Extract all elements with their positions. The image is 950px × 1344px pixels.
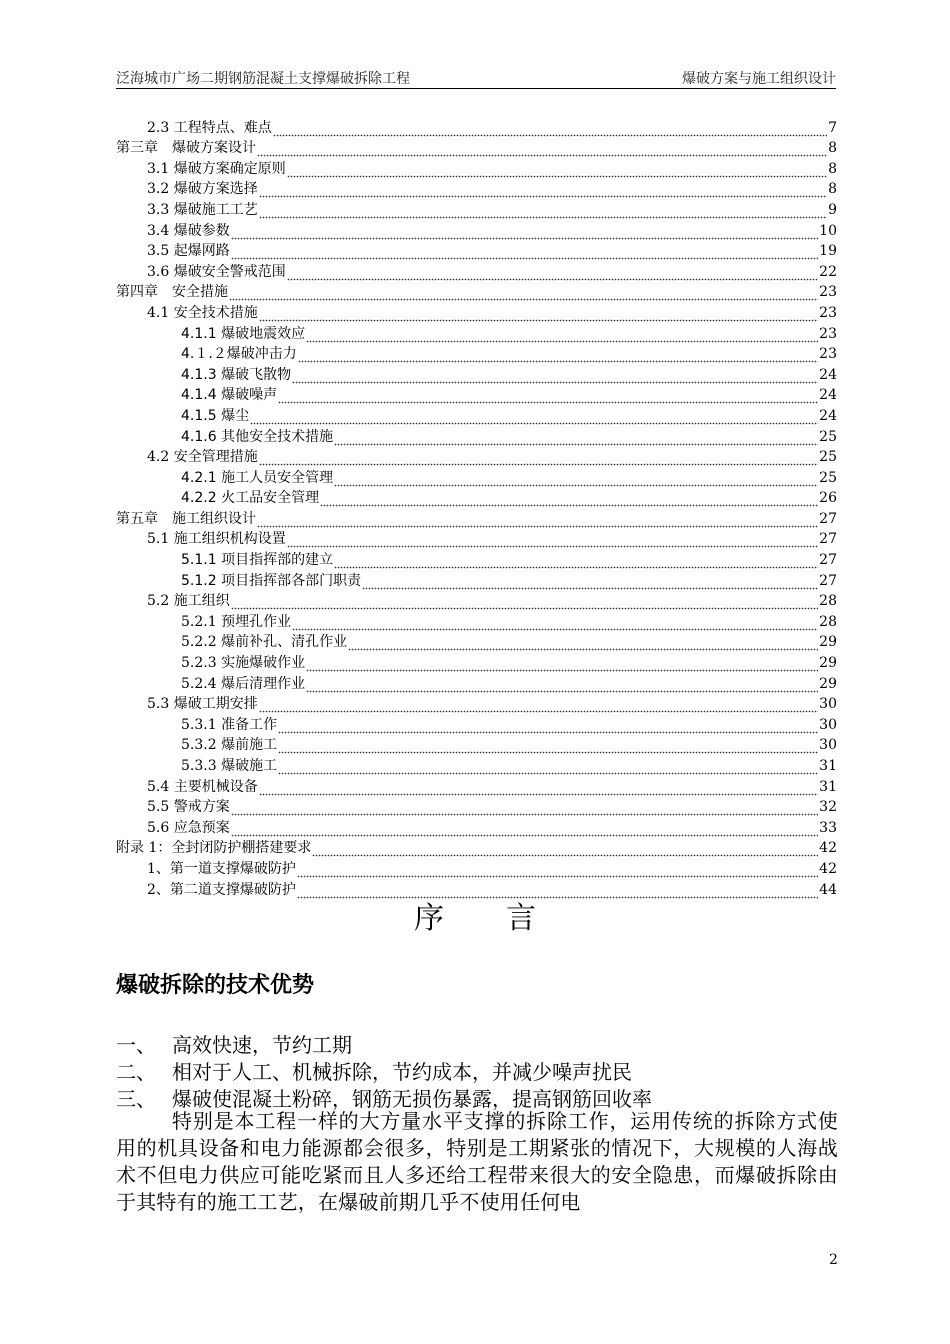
toc-entry-page: 42 xyxy=(819,840,837,857)
toc-entry-page: 30 xyxy=(819,696,837,713)
toc-entry[interactable] xyxy=(116,240,837,261)
toc-entry[interactable] xyxy=(116,137,837,158)
toc-entry-label: 5.6 应急预案 xyxy=(147,819,230,836)
toc-entry[interactable] xyxy=(116,322,837,343)
toc-dot-leader xyxy=(312,842,818,857)
toc-entry-label: 3.6 爆破安全警戒范围 xyxy=(147,263,286,280)
toc-dot-leader xyxy=(306,678,818,693)
toc-entry-label: 5.2.4 爆后清理作业 xyxy=(181,675,306,692)
toc-entry[interactable] xyxy=(116,734,837,755)
toc-dot-leader xyxy=(259,698,818,713)
toc-entry[interactable] xyxy=(116,796,837,817)
toc-entry-label: 5.1.2 项目指挥部各部门职责 xyxy=(181,572,362,589)
toc-entry-page: 26 xyxy=(819,490,837,507)
toc-dot-leader xyxy=(278,719,818,734)
page-number: 2 xyxy=(829,1252,838,1268)
toc-entry-page: 23 xyxy=(819,325,837,342)
toc-entry[interactable] xyxy=(116,281,837,302)
toc-entry[interactable] xyxy=(116,837,837,858)
toc-entry-page: 9 xyxy=(828,201,837,218)
toc-dot-leader xyxy=(259,307,818,322)
toc-entry-page: 28 xyxy=(819,593,837,610)
toc-dot-leader xyxy=(306,328,818,343)
toc-dot-leader xyxy=(231,595,818,610)
toc-entry-page: 7 xyxy=(828,119,837,136)
toc-dot-leader xyxy=(298,348,818,363)
toc-entry-page: 19 xyxy=(819,243,837,260)
toc-entry[interactable] xyxy=(116,219,837,240)
list-item xyxy=(116,1059,652,1086)
toc-entry[interactable] xyxy=(116,672,837,693)
toc-entry-label: 5.5 警戒方案 xyxy=(147,799,230,816)
toc-dot-leader xyxy=(250,410,818,425)
toc-entry[interactable] xyxy=(116,713,837,734)
toc-entry-label: 3.5 起爆网路 xyxy=(147,243,230,260)
toc-entry[interactable] xyxy=(116,487,837,508)
toc-entry-page: 30 xyxy=(819,716,837,733)
toc-entry-label: 4.1 安全技术措施 xyxy=(147,304,258,321)
toc-dot-leader xyxy=(287,266,818,281)
toc-entry[interactable] xyxy=(116,404,837,425)
toc-entry-label: 5.3 爆破工期安排 xyxy=(147,696,258,713)
list-item-number: 三、 xyxy=(116,1087,156,1111)
toc-entry-label: 2、第二道支撑爆破防护 xyxy=(147,881,296,898)
toc-entry[interactable] xyxy=(116,507,837,528)
toc-entry-page: 31 xyxy=(819,758,837,774)
toc-entry[interactable] xyxy=(116,116,837,137)
toc-entry-label: 4.1.5 爆尘 xyxy=(181,407,250,424)
toc-entry-page: 22 xyxy=(819,263,837,280)
toc-dot-leader xyxy=(257,513,818,528)
preface-title xyxy=(0,893,950,937)
toc-entry-label: 4.1.4 爆破噪声 xyxy=(181,387,278,404)
toc-dot-leader xyxy=(231,245,818,260)
toc-dot-leader xyxy=(334,431,818,446)
toc-entry-label: 附录 1：全封闭防护棚搭建要求 xyxy=(116,840,312,857)
toc-entry-page: 10 xyxy=(819,222,837,239)
toc-entry-label: 4.2.2 火工品安全管理 xyxy=(181,490,320,507)
toc-dot-leader xyxy=(362,575,818,590)
toc-entry-page: 24 xyxy=(819,366,837,383)
toc-entry-label: 1、第一道支撑爆破防护 xyxy=(147,860,296,877)
toc-entry-label: 5.2.2 爆前补孔、清孔作业 xyxy=(181,634,348,651)
list-item-number: 一、 xyxy=(116,1033,156,1057)
toc-entry[interactable] xyxy=(116,198,837,219)
toc-entry-label: 5.3.1 准备工作 xyxy=(181,716,278,733)
toc-entry[interactable] xyxy=(116,857,837,878)
toc-entry[interactable] xyxy=(116,816,837,837)
toc-entry-page: 25 xyxy=(819,449,837,466)
toc-dot-leader xyxy=(259,451,818,466)
toc-entry-page: 24 xyxy=(819,407,837,424)
body-paragraph: 特别是本工程一样的大方量水平支撑的拆除工作，运用传统的拆除方式使用的机具设备和电力能源都会很多，特别是工期紧张的情况下，大规模的人海战术不但电力供应可能吃紧而且人多还给工程带来很大的安全隐患，而爆破拆除由于其特有的施工工艺，在爆破前期几乎不使用任何电 xyxy=(116,1109,838,1214)
header-document-title: 爆破方案与施工组织设计 xyxy=(682,71,836,87)
toc-entry-label: 第三章 爆破方案设计 xyxy=(116,140,256,157)
toc-entry[interactable] xyxy=(116,693,837,714)
toc-entry-label: 5.2.1 预埋孔作业 xyxy=(181,613,292,630)
toc-entry-page: 31 xyxy=(819,778,837,795)
toc-entry-label: 第四章 安全措施 xyxy=(116,284,228,301)
toc-entry[interactable] xyxy=(116,301,837,322)
toc-entry-label: 5.1 施工组织机构设置 xyxy=(147,531,286,548)
toc-entry-page: 27 xyxy=(819,531,837,548)
header-project-title: 泛海城市广场二期钢筋混凝土支撑爆破拆除工程 xyxy=(116,71,410,87)
toc-dot-leader xyxy=(278,739,818,754)
toc-entry-label: 5.2.3 实施爆破作业 xyxy=(181,655,306,672)
toc-entry[interactable] xyxy=(116,548,837,569)
toc-entry[interactable] xyxy=(116,425,837,446)
toc-entry-page: 27 xyxy=(819,510,837,527)
toc-entry-label: 4.1.1 爆破地震效应 xyxy=(181,325,306,342)
toc-entry-label: 4.1.6 其他安全技术措施 xyxy=(181,428,334,445)
toc-entry[interactable] xyxy=(116,528,837,549)
toc-entry-label: 3.2 爆破方案选择 xyxy=(147,181,258,198)
toc-entry[interactable] xyxy=(116,343,837,364)
toc-entry-page: 33 xyxy=(819,819,837,836)
toc-entry[interactable] xyxy=(116,775,837,796)
toc-entry-label: 3.3 爆破施工工艺 xyxy=(147,201,258,218)
toc-entry-page: 23 xyxy=(819,284,837,301)
toc-entry-page: 23 xyxy=(819,346,837,363)
toc-entry-page: 27 xyxy=(819,572,837,589)
toc-entry-label: 5.3.3 爆破施工 xyxy=(181,758,278,774)
toc-entry-label: 4.2 安全管理措施 xyxy=(147,449,258,466)
toc-entry-page: 8 xyxy=(828,140,837,157)
toc-entry[interactable] xyxy=(116,446,837,467)
toc-dot-leader xyxy=(229,286,818,301)
toc-entry-label: 4.１.２爆破冲击力 xyxy=(181,346,297,363)
list-item-text: 爆破使混凝土粉碎，钢筋无损伤暴露，提高钢筋回收率 xyxy=(172,1087,652,1111)
toc-dot-leader xyxy=(292,369,818,384)
toc-entry-page: 24 xyxy=(819,387,837,404)
toc-entry[interactable] xyxy=(116,363,837,384)
page-header xyxy=(116,66,836,89)
toc-entry-page: 44 xyxy=(819,881,837,898)
toc-dot-leader xyxy=(287,163,827,178)
toc-entry-page: 30 xyxy=(819,737,837,754)
toc-entry-page: 27 xyxy=(819,552,837,569)
table-of-contents xyxy=(116,116,837,899)
toc-dot-leader xyxy=(348,636,818,651)
toc-entry-page: 25 xyxy=(819,428,837,445)
toc-entry[interactable] xyxy=(116,157,837,178)
toc-dot-leader xyxy=(334,472,818,487)
toc-dot-leader xyxy=(306,657,818,672)
toc-entry-page: 42 xyxy=(819,860,837,877)
toc-dot-leader xyxy=(259,781,818,796)
toc-entry-label: 第五章 施工组织设计 xyxy=(116,510,256,527)
toc-entry-label: 4.2.1 施工人员安全管理 xyxy=(181,469,334,486)
advantages-list xyxy=(116,1032,652,1113)
toc-dot-leader xyxy=(278,760,818,775)
toc-entry-label: 3.4 爆破参数 xyxy=(147,222,230,239)
toc-entry-label: 5.1.1 项目指挥部的建立 xyxy=(181,552,334,569)
toc-entry[interactable] xyxy=(116,590,837,611)
toc-entry-page: 8 xyxy=(828,160,837,177)
toc-entry-label: 5.4 主要机械设备 xyxy=(147,778,258,795)
toc-dot-leader xyxy=(273,122,827,137)
toc-entry[interactable] xyxy=(116,384,837,405)
toc-entry-label: 2.3 工程特点、难点 xyxy=(147,119,272,136)
toc-entry-label: 4.1.3 爆破飞散物 xyxy=(181,366,292,383)
toc-entry-page: 8 xyxy=(828,181,837,198)
list-item-text: 高效快速，节约工期 xyxy=(172,1033,352,1057)
toc-entry[interactable] xyxy=(116,178,837,199)
toc-dot-leader xyxy=(320,492,818,507)
toc-dot-leader xyxy=(278,389,818,404)
toc-dot-leader xyxy=(259,204,827,219)
toc-entry-page: 29 xyxy=(819,675,837,692)
toc-entry-label: 3.1 爆破方案确定原则 xyxy=(147,160,286,177)
toc-entry-page: 29 xyxy=(819,655,837,672)
toc-entry[interactable] xyxy=(116,631,837,652)
toc-entry-page: 25 xyxy=(819,469,837,486)
toc-entry-label: 5.3.2 爆前施工 xyxy=(181,737,278,754)
toc-dot-leader xyxy=(231,225,818,240)
list-item xyxy=(116,1032,652,1059)
toc-entry[interactable] xyxy=(116,569,837,590)
toc-dot-leader xyxy=(257,142,827,157)
preface-title-char-1: 序 xyxy=(414,901,444,936)
toc-dot-leader xyxy=(292,616,818,631)
toc-entry-label: 5.2 施工组织 xyxy=(147,593,230,610)
toc-entry-page: 29 xyxy=(819,634,837,651)
toc-dot-leader xyxy=(231,801,818,816)
section-heading: 爆破拆除的技术优势 xyxy=(116,973,315,998)
toc-entry[interactable] xyxy=(116,466,837,487)
toc-entry-page: 28 xyxy=(819,613,837,630)
toc-dot-leader xyxy=(259,183,827,198)
toc-entry[interactable] xyxy=(116,651,837,672)
toc-dot-leader xyxy=(334,554,818,569)
toc-entry[interactable] xyxy=(116,260,837,281)
toc-entry[interactable] xyxy=(116,610,837,631)
preface-title-char-2: 言 xyxy=(506,901,536,936)
toc-entry-page: 23 xyxy=(819,304,837,321)
toc-entry-page: 32 xyxy=(819,799,837,816)
toc-dot-leader xyxy=(287,533,818,548)
list-item-text: 相对于人工、机械拆除，节约成本，并减少噪声扰民 xyxy=(172,1060,632,1084)
toc-dot-leader xyxy=(231,822,818,837)
list-item-number: 二、 xyxy=(116,1060,156,1084)
toc-dot-leader xyxy=(297,863,818,878)
toc-entry[interactable] xyxy=(116,754,837,775)
